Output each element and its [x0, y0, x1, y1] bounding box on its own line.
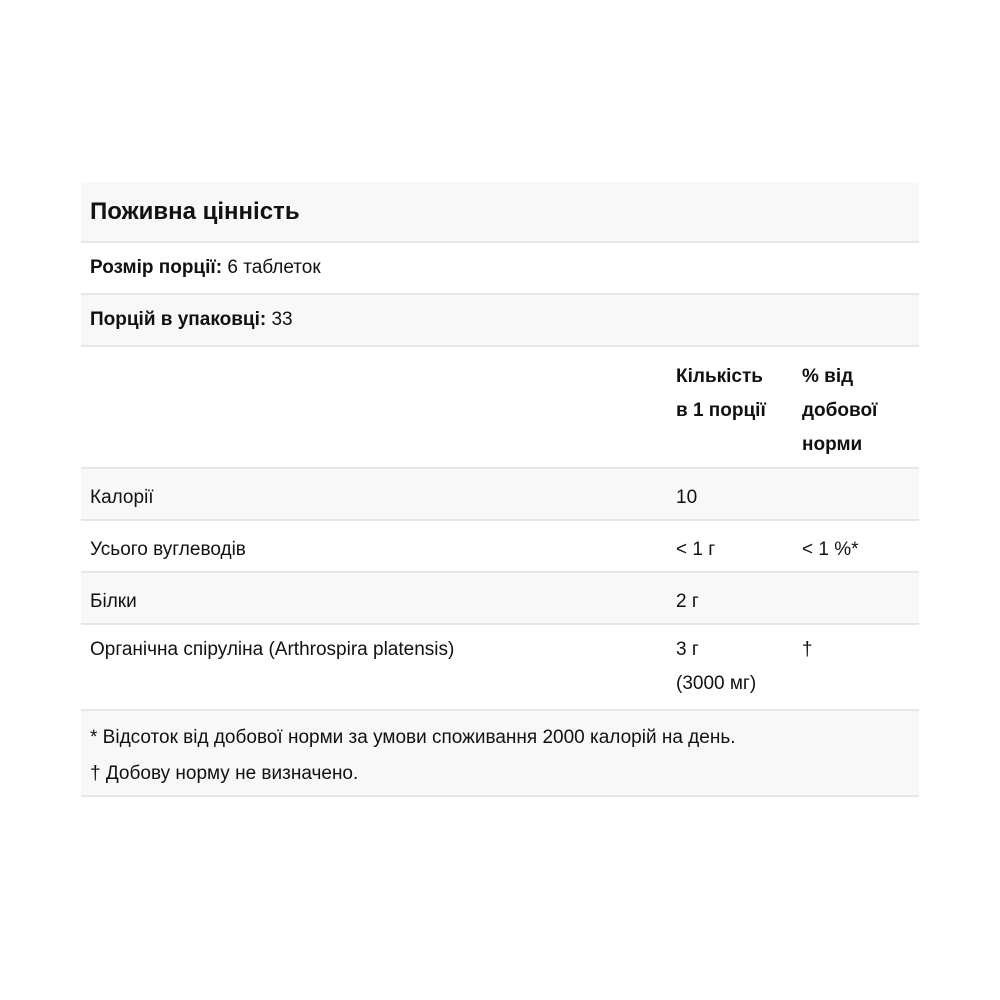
header-amount	[676, 360, 802, 428]
serving-size-value: 6 таблеток	[227, 257, 321, 278]
nutrient-amount: < 1 г	[676, 539, 716, 560]
nutrient-amount	[676, 633, 802, 701]
nutrient-amount-line2: (3000 мг)	[676, 673, 757, 694]
footnote-not-established: † Добову норму не визначено.	[90, 763, 359, 784]
header-dv-line2: добової	[802, 400, 878, 421]
nutrient-name: Усього вуглеводів	[90, 539, 246, 560]
serving-size-row	[81, 243, 919, 295]
servings-per-container-row	[81, 295, 919, 347]
header-amount-line2: в 1 порції	[676, 400, 766, 421]
table-row	[81, 469, 919, 521]
servings-per-container-label: Порцій в упаковці:	[90, 309, 267, 330]
nutrient-amount: 10	[676, 487, 698, 508]
nutrient-amount-line1: 3 г	[676, 639, 699, 660]
servings-per-container-value: 33	[271, 309, 293, 330]
column-header-row	[81, 347, 919, 469]
nutrient-name: Калорії	[90, 487, 154, 508]
footnote-daily-value: * Відсоток від добової норми за умови споживання 2000 калорій на день.	[90, 727, 736, 748]
nutrient-dv: †	[802, 639, 813, 660]
table-row	[81, 625, 919, 711]
serving-size-label: Розмір порції:	[90, 257, 223, 278]
nutrient-name: Органічна спіруліна (Arthrospira platensis)	[90, 639, 455, 660]
nutrient-amount: 2 г	[676, 591, 699, 612]
table-title: Поживна цінність	[90, 197, 300, 225]
header-dv-line1: % від	[802, 366, 854, 387]
footnotes	[81, 711, 919, 797]
nutrient-dv: < 1 %*	[802, 539, 859, 560]
table-row	[81, 573, 919, 625]
nutrient-name: Білки	[90, 591, 137, 612]
header-amount-line1: Кількість	[676, 366, 763, 387]
title-row	[81, 182, 919, 243]
header-dv-line3: норми	[802, 434, 863, 455]
nutrition-facts-table	[81, 182, 919, 797]
table-row	[81, 521, 919, 573]
header-daily-value	[802, 360, 912, 462]
